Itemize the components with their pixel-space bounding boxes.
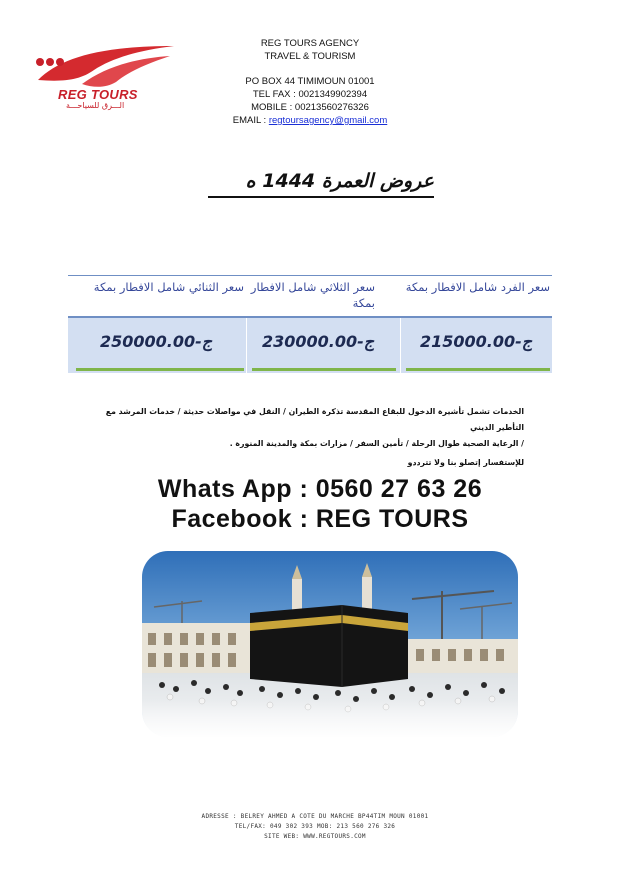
footer-address: ADRESSE : BELREY AHMED A COTE DU MARCHE BP44TIM MOUN 01001 (201, 813, 429, 820)
contact-note: للإستفسار إتصلو بنا ولا تترددو (407, 458, 524, 467)
header-single: سعر الفرد شامل الافطار بمكة (405, 280, 550, 294)
price-double: 250000.00-ج (99, 332, 213, 351)
page-title: عروض العمرة 1444 ه (245, 170, 434, 192)
po-box: PO BOX 44 TIMIMOUN 01001 (245, 76, 375, 87)
services-line-1: الخدمات تشمل تأشيرة الدخول للبقاع المقدسة تذكرة الطيران / النقل في مواصلات حديثة / خدمات المرشد مع التأطير الديني (105, 407, 524, 432)
green-accent-bar (76, 368, 244, 371)
email-label: EMAIL : (232, 115, 267, 126)
green-accent-bar (252, 368, 396, 371)
price-table (68, 275, 552, 373)
email-line (205, 115, 415, 128)
green-accent-bar (406, 368, 550, 371)
footer-telfax: TEL/FAX: 049 302 393 MOB: 213 560 276 326 (234, 823, 396, 830)
title-underline (208, 196, 434, 198)
agency-tagline: TRAVEL & TOURISM (264, 51, 356, 62)
tel-fax: TEL FAX : 0021349902394 (252, 89, 368, 100)
email-link[interactable]: regtoursagency@gmail.com (268, 115, 388, 126)
price-triple: 230000.00-ج (261, 332, 375, 351)
table-top-rule (68, 275, 552, 276)
header-triple: سعر الثلاثي شامل الافطار بمكة (250, 280, 375, 310)
header-double: سعر الثنائي شامل الافطار بمكة (93, 280, 244, 294)
logo-subtitle: الـــرق للسياحـــة (66, 101, 125, 110)
mobile: MOBILE : 00213560276326 (251, 102, 369, 113)
agency-name: REG TOURS AGENCY (260, 38, 360, 49)
price-single: 215000.00-ج (419, 332, 533, 351)
services-text (96, 404, 524, 452)
photo-reflection-fade (142, 700, 518, 740)
footer-website: SITE WEB: WWW.REGTOURS.COM (264, 833, 366, 840)
logo-name: REG TOURS (58, 87, 138, 102)
whatsapp-contact: Whats App : 0560 27 63 26 (157, 475, 483, 503)
facebook-contact: Facebook : REG TOURS (171, 505, 469, 533)
services-line-2: / الرعاية الصحية طوال الرحلة / تأمين السفر / مزارات بمكة والمدينة المنورة . (229, 439, 524, 448)
